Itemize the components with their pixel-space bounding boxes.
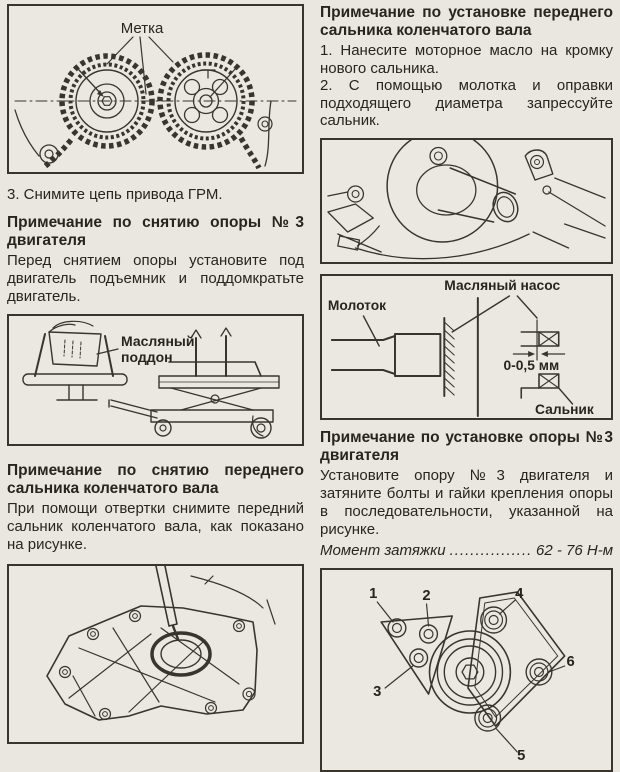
seal-label: Сальник: [535, 400, 594, 417]
bolt-number-3: 3: [373, 683, 382, 700]
bolt-number-callouts: [369, 585, 574, 763]
engine-oil-pan: [23, 321, 127, 400]
right-column: [320, 0, 613, 772]
hammer-callout: [328, 296, 386, 345]
seal-removal-body: При помощи отвертки снимите передний сальник коленчатого вала, как показано на рисунке.: [7, 499, 304, 553]
seal-removal-heading: Примечание по снятию переднего сальника коленчатого вала: [7, 461, 304, 497]
figure-engine-jack: [7, 314, 304, 446]
mount-removal-body: Перед снятием опоры установите под двигатель подъемник и поддомкратьте двигатель.: [7, 251, 304, 305]
torque-spec-line: [320, 541, 613, 560]
bolt-number-1: 1: [369, 585, 378, 602]
oil-pump-callout: [444, 276, 560, 331]
engine-background-contour: [191, 576, 275, 624]
step-3-text: 3. Снимите цепь привода ГРМ.: [7, 186, 223, 203]
figure-seal-press-schematic: [320, 274, 613, 420]
bolt-sequence-diagram: [322, 570, 611, 770]
hatched-wall: [444, 318, 454, 396]
seal-install-step1: 1. Нанесите моторное масло на кромку нового сальника.: [320, 42, 613, 77]
front-oil-seal: [152, 633, 210, 675]
torque-value: 62 - 76 Н-м: [536, 541, 613, 559]
bolt-number-5: 5: [517, 747, 526, 764]
torque-dots: ................: [449, 541, 533, 559]
mark-label: Метка: [120, 20, 164, 37]
pump-housing: [387, 140, 497, 242]
seal-install-step2: 2. С помощью молотка и оправки подходящего диаметра запрессуйте сальник.: [320, 77, 613, 129]
screwdriver: [156, 566, 178, 639]
figure-seal-removal: [7, 564, 304, 744]
left-column: [7, 0, 304, 744]
figure-bolt-sequence: [320, 568, 613, 772]
oil-pump-label: Масляный насос: [444, 276, 561, 293]
bolt-number-2: 2: [422, 587, 431, 604]
oil-pan-label-line2: поддон: [121, 348, 173, 365]
bottom-contour: [356, 224, 606, 259]
right-bracket: [525, 150, 605, 226]
mount-removal-heading: Примечание по снятию опоры №3 двигателя: [7, 213, 304, 249]
oil-pan-label-line1: Масляный: [121, 332, 195, 349]
engine-jack-diagram: [9, 316, 302, 444]
hammer-label: Молоток: [327, 296, 387, 313]
seal-callout: [535, 388, 594, 417]
seal-removal-diagram: [9, 566, 302, 742]
mount-install-body: Установите опору №3 двигателя и затяните болты и гайки крепления опоры в последовательности, указанной на рисунке.: [320, 466, 613, 538]
seal-press-diagram: [322, 276, 611, 418]
bolt-number-6: 6: [566, 653, 575, 670]
figure-crankshaft-front: [320, 138, 613, 264]
seal-install-heading: Примечание по установке переднего сальника коленчатого вала: [320, 4, 613, 39]
timing-chain-diagram: [9, 6, 302, 172]
front-cover-plate: [47, 606, 257, 720]
crankshaft-front-diagram: [322, 140, 611, 262]
left-engine-parts: [328, 186, 381, 252]
gap-label: 0-0,5 мм: [503, 356, 560, 373]
mount-install-heading: Примечание по установке опоры №3 двигателя: [320, 428, 613, 464]
bolt-number-4: 4: [515, 585, 524, 602]
torque-label: Момент затяжки: [320, 541, 446, 559]
oil-pan-callout: [97, 333, 195, 365]
hammer: [332, 334, 440, 376]
figure-timing-chain-marks: [7, 4, 304, 174]
crankshaft-nose: [438, 168, 522, 225]
